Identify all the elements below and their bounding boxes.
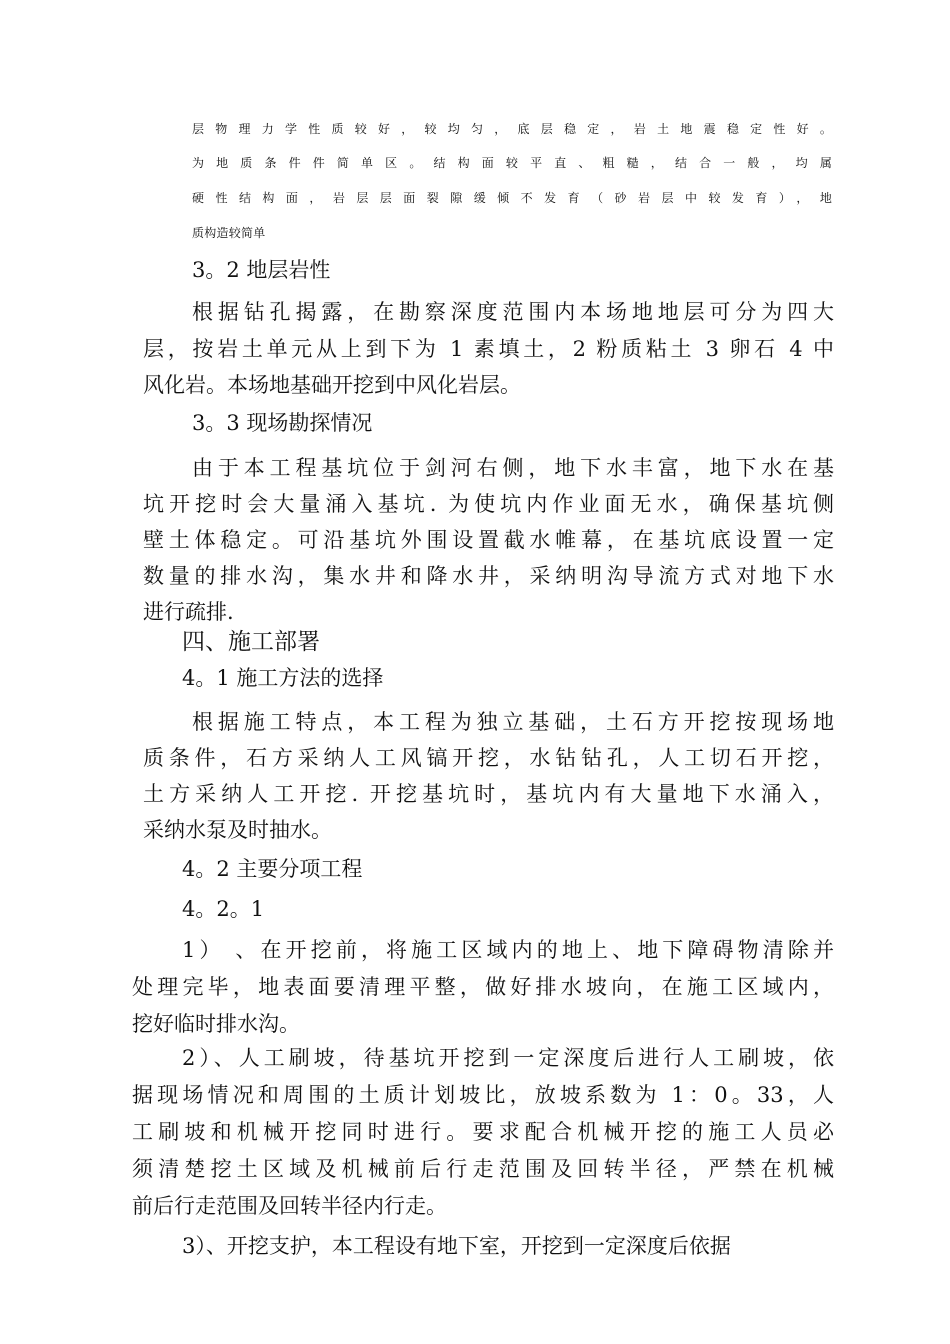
text-line: 由于本工程基坑位于剑河右侧，地下水丰富，地下水在基 bbox=[192, 456, 834, 480]
section-heading: 3。3 现场勘探情况 bbox=[192, 411, 373, 435]
text-line: 采纳水泵及时抽水。 bbox=[143, 818, 332, 842]
text-line: 据现场情况和周围的土质计划坡比，放坡系数为 1：0。33，人 bbox=[132, 1083, 834, 1107]
text-line: 壁土体稳定。可沿基坑外围设置截水帷幕，在基坑底设置一定 bbox=[143, 528, 834, 552]
text-line: 土方采纳人工开挖. 开挖基坑时，基坑内有大量地下水涌入， bbox=[143, 782, 834, 806]
section-heading: 4。1 施工方法的选择 bbox=[182, 666, 384, 690]
text-line: 为地质条件件简单区。结构面较平直、粗糙，结合一般，均属 bbox=[192, 156, 834, 170]
text-line: 前后行走范围及回转半径内行走。 bbox=[132, 1194, 447, 1218]
text-line: 坑开挖时会大量涌入基坑. 为使坑内作业面无水，确保基坑侧 bbox=[143, 492, 834, 516]
text-line: 根据施工特点，本工程为独立基础，土石方开挖按现场地 bbox=[192, 710, 834, 734]
text-line: 1） 、在开挖前，将施工区域内的地上、地下障碍物清除并 bbox=[182, 938, 834, 962]
chapter-heading: 四、施工部署 bbox=[182, 629, 320, 655]
text-line: 层，按岩土单元从上到下为 1 素填土，2 粉质粘土 3 卵石 4 中 bbox=[143, 337, 834, 361]
text-line: 工刷坡和机械开挖同时进行。要求配合机械开挖的施工人员必 bbox=[132, 1120, 834, 1144]
text-line: 处理完毕，地表面要清理平整，做好排水坡向，在施工区域内， bbox=[132, 975, 834, 999]
text-line: 2）、人工刷坡，待基坑开挖到一定深度后进行人工刷坡，依 bbox=[182, 1046, 834, 1070]
text-line: 质条件，石方采纳人工风镐开挖，水钻钻孔，人工切石开挖， bbox=[143, 746, 834, 770]
text-line: 风化岩。本场地基础开挖到中风化岩层。 bbox=[143, 373, 521, 397]
text-line: 进行疏排. bbox=[143, 600, 234, 624]
text-line: 硬性结构面，岩层层面裂隙缓倾不发育（砂岩层中较发育），地 bbox=[192, 191, 834, 205]
text-line: 质构造较简单 bbox=[192, 226, 266, 240]
text-line: 数量的排水沟，集水井和降水井，采纳明沟导流方式对地下水 bbox=[143, 564, 834, 588]
section-heading: 4。2 主要分项工程 bbox=[182, 857, 363, 881]
text-line: 根据钻孔揭露，在勘察深度范围内本场地地层可分为四大 bbox=[192, 300, 834, 324]
text-line: 层物理力学性质较好，较均匀，底层稳定，岩土地震稳定性好。 bbox=[192, 122, 834, 136]
text-line: 3）、开挖支护，本工程设有地下室，开挖到一定深度后依据 bbox=[182, 1234, 731, 1258]
section-heading: 4。2。1 bbox=[182, 897, 265, 921]
section-heading: 3。2 地层岩性 bbox=[192, 258, 331, 282]
text-line: 挖好临时排水沟。 bbox=[132, 1012, 300, 1036]
text-line: 须清楚挖土区域及机械前后行走范围及回转半径，严禁在机械 bbox=[132, 1157, 834, 1181]
